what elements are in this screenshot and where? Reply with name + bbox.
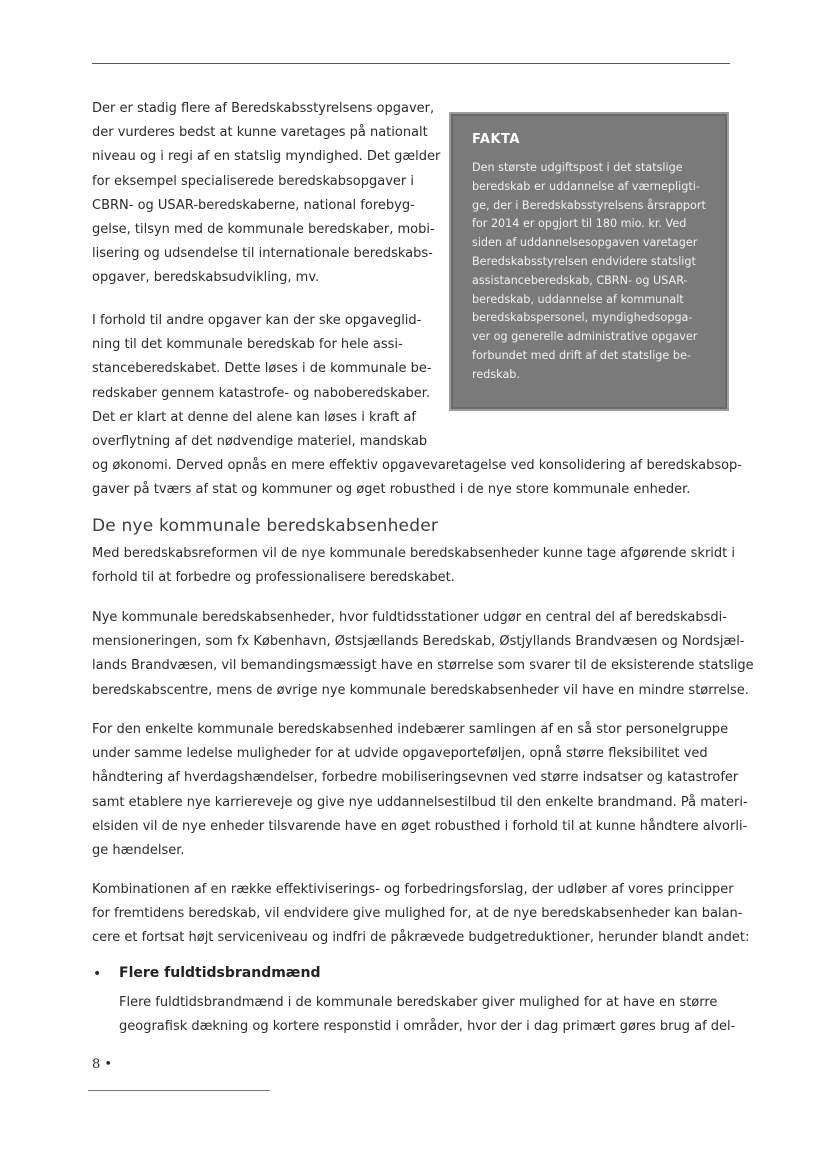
bullet-title: Flere fuldtidsbrandmænd bbox=[119, 965, 321, 981]
text-line: for 2014 er opgjort til 180 mio. kr. Ved bbox=[472, 217, 687, 231]
intro-paragraph bbox=[92, 97, 440, 291]
text-line: beredskabscentre, mens de øvrige nye kommunale beredskabsenheder vil have en mindre størrelse. bbox=[92, 682, 749, 698]
text-line: gelse, tilsyn med de kommunale beredskaber, mobi- bbox=[92, 222, 435, 238]
text-line: For den enkelte kommunale beredskabsenhed indebærer samlingen af en så stor personelgruppe bbox=[92, 722, 729, 737]
text-line: beredskabspersonel, myndighedsopga- bbox=[472, 311, 693, 325]
text-line: håndtering af hverdagshændelser, forbedre mobiliseringsevnen ved større indsatser og katastrofer bbox=[92, 770, 739, 786]
body-paragraph bbox=[92, 718, 748, 863]
text-line: forbundet med drift af det statslige be- bbox=[472, 348, 691, 362]
text-line: Beredskabsstyrelsen endvidere statsligt bbox=[472, 254, 696, 268]
text-line: lands Brandvæsen, vil bemandingsmæssigt have en størrelse som svarer til de eksisterende statslige bbox=[92, 658, 754, 674]
text-line: ge, der i Beredskabsstyrelsens årsrapport bbox=[472, 198, 706, 212]
text-line: niveau og i regi af en statslig myndighed. Det gælder bbox=[92, 149, 441, 165]
text-line: forhold til at forbedre og professionalisere beredskabet. bbox=[92, 570, 455, 586]
text-line: samt etablere nye karriereveje og give nye uddannelsestilbud til den enkelte brandmand. På materi- bbox=[92, 794, 748, 810]
text-line: Der er stadig flere af Beredskabsstyrelsens opgaver, bbox=[92, 101, 435, 116]
section-heading: De nye kommunale beredskabsenheder bbox=[92, 516, 439, 536]
text-line: Flere fuldtidsbrandmænd i de kommunale beredskaber giver mulighed for at have en større bbox=[119, 995, 718, 1010]
text-line: for fremtidens beredskab, vil endvidere give mulighed for, at de nye beredskabsenheder kan balan- bbox=[92, 906, 743, 922]
text-line: elsiden vil de nye enheder tilsvarende have en øget robusthed i forhold til at kunne håndtere alvorli- bbox=[92, 818, 748, 834]
text-line: CBRN- og USAR-beredskaberne, national forebyg- bbox=[92, 197, 415, 213]
body-paragraph bbox=[92, 606, 754, 703]
text-line: der vurderes bedst at kunne varetages på nationalt bbox=[92, 125, 428, 141]
text-line: siden af uddannelsesopgaven varetager bbox=[472, 236, 698, 250]
text-line: ning til det kommunale beredskab for hele assi- bbox=[92, 337, 403, 353]
text-line: og økonomi. Derved opnås en mere effektiv opgavevaretagelse ved konsolidering af beredskabsop- bbox=[92, 458, 742, 474]
text-line: Det er klart at denne del alene kan løses i kraft af bbox=[92, 409, 416, 425]
text-line: geografisk dækning og kortere responstid i områder, hvor der i dag primært gøres brug af del- bbox=[119, 1019, 736, 1035]
body-paragraph bbox=[92, 309, 742, 503]
text-line: opgaver, beredskabsudvikling, mv. bbox=[92, 270, 320, 286]
text-line: redskab. bbox=[472, 367, 520, 381]
body-paragraph bbox=[92, 878, 749, 951]
text-line: Den største udgiftspost i det statslige bbox=[472, 161, 683, 174]
text-line: beredskab, uddannelse af kommunalt bbox=[472, 292, 684, 306]
text-line: ge hændelser. bbox=[92, 843, 185, 859]
text-line: gaver på tværs af stat og kommuner og øget robusthed i de nye store kommunale enheder. bbox=[92, 482, 691, 498]
bullet-paragraph bbox=[119, 991, 735, 1039]
text-line: Nye kommunale beredskabsenheder, hvor fuldtidsstationer udgør en central del af beredskabsdi- bbox=[92, 610, 727, 625]
text-line: overflytning af det nødvendige materiel, mandskab bbox=[92, 434, 428, 450]
text-line: beredskab er uddannelse af værnepligti- bbox=[472, 179, 700, 193]
text-line: Kombinationen af en række effektiviserings- og forbedringsforslag, der udløber af vores principper bbox=[92, 882, 734, 897]
bullet-marker: • bbox=[93, 966, 102, 982]
page-number: 8 • bbox=[92, 1057, 113, 1072]
text-line: cere et fortsat højt serviceniveau og indfri de påkrævede budgetreduktioner, herunder blandt andet: bbox=[92, 930, 750, 946]
text-line: I forhold til andre opgaver kan der ske opgaveglid- bbox=[92, 313, 422, 328]
body-paragraph bbox=[92, 542, 735, 590]
text-line: Med beredskabsreformen vil de nye kommunale beredskabsenheder kunne tage afgørende skridt i bbox=[92, 546, 736, 561]
text-line: redskaber gennem katastrofe- og naboberedskaber. bbox=[92, 385, 431, 401]
fakta-title: FAKTA bbox=[472, 132, 520, 147]
footer-rule bbox=[88, 1090, 270, 1091]
text-line: for eksempel specialiserede beredskabsopgaver i bbox=[92, 173, 414, 189]
text-line: assistanceberedskab, CBRN- og USAR- bbox=[472, 273, 688, 287]
header-rule bbox=[92, 63, 730, 64]
text-line: mensioneringen, som fx København, Østsjællands Beredskab, Østjyllands Brandvæsen og Nordsjæl- bbox=[92, 634, 745, 650]
text-line: ver og generelle administrative opgaver bbox=[472, 330, 698, 344]
text-line: lisering og udsendelse til internationale beredskabs- bbox=[92, 246, 433, 262]
text-line: stanceberedskabet. Dette løses i de kommunale be- bbox=[92, 361, 432, 377]
text-line: under samme ledelse muligheder for at udvide opgaveporteføljen, opnå større fleksibilitet ved bbox=[92, 746, 708, 762]
